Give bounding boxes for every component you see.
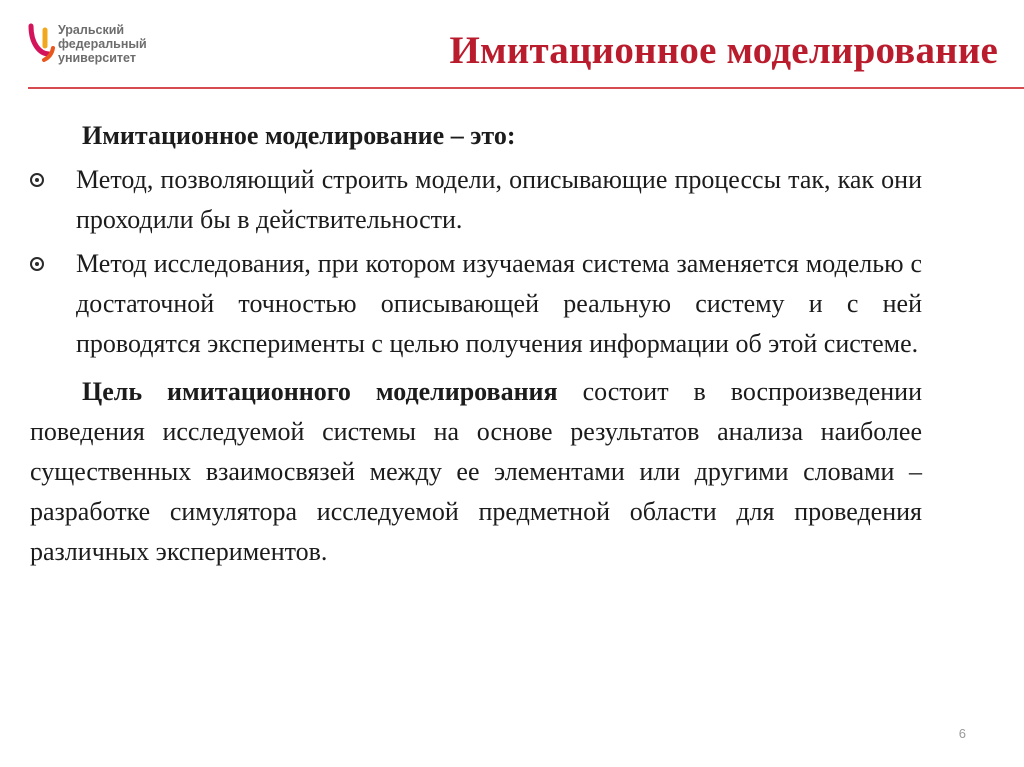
title-divider bbox=[28, 87, 1024, 89]
bullet-item bbox=[30, 244, 922, 364]
page-number: 6 bbox=[958, 726, 966, 741]
goal-paragraph bbox=[30, 372, 922, 572]
lead-heading: Имитационное моделирование – это: bbox=[82, 121, 516, 150]
urfu-logo-icon bbox=[28, 20, 56, 64]
goal-text: состоит в воспроизведении поведения исследуемой системы на основе результатов анализа наиболее существенных взаимосвязей между ее элементами или другими словами – разработке симулятора исследуемой предметной области для проведения различных экспериментов. bbox=[30, 377, 922, 566]
bullet-text: Метод исследования, при котором изучаемая система заменяется моделью с достаточной точностью описывающей реальную систему и с ней проводятся эксперименты с целью получения информации об этой системе. bbox=[76, 249, 922, 358]
slide-title: Имитационное моделирование bbox=[449, 29, 998, 72]
slide-content bbox=[30, 116, 922, 572]
bullet-item bbox=[30, 160, 922, 240]
university-logo bbox=[28, 20, 178, 72]
logo-text bbox=[58, 23, 147, 65]
logo-line-1: Уральский bbox=[58, 23, 125, 37]
logo-line-2: федеральный bbox=[58, 37, 147, 51]
radio-bullet-icon bbox=[30, 173, 44, 187]
bullet-text: Метод, позволяющий строить модели, описывающие процессы так, как они проходили бы в действительности. bbox=[76, 165, 922, 234]
logo-line-3: университет bbox=[58, 51, 136, 65]
goal-heading: Цель имитационного моделирования bbox=[82, 377, 558, 406]
radio-bullet-icon bbox=[30, 257, 44, 271]
